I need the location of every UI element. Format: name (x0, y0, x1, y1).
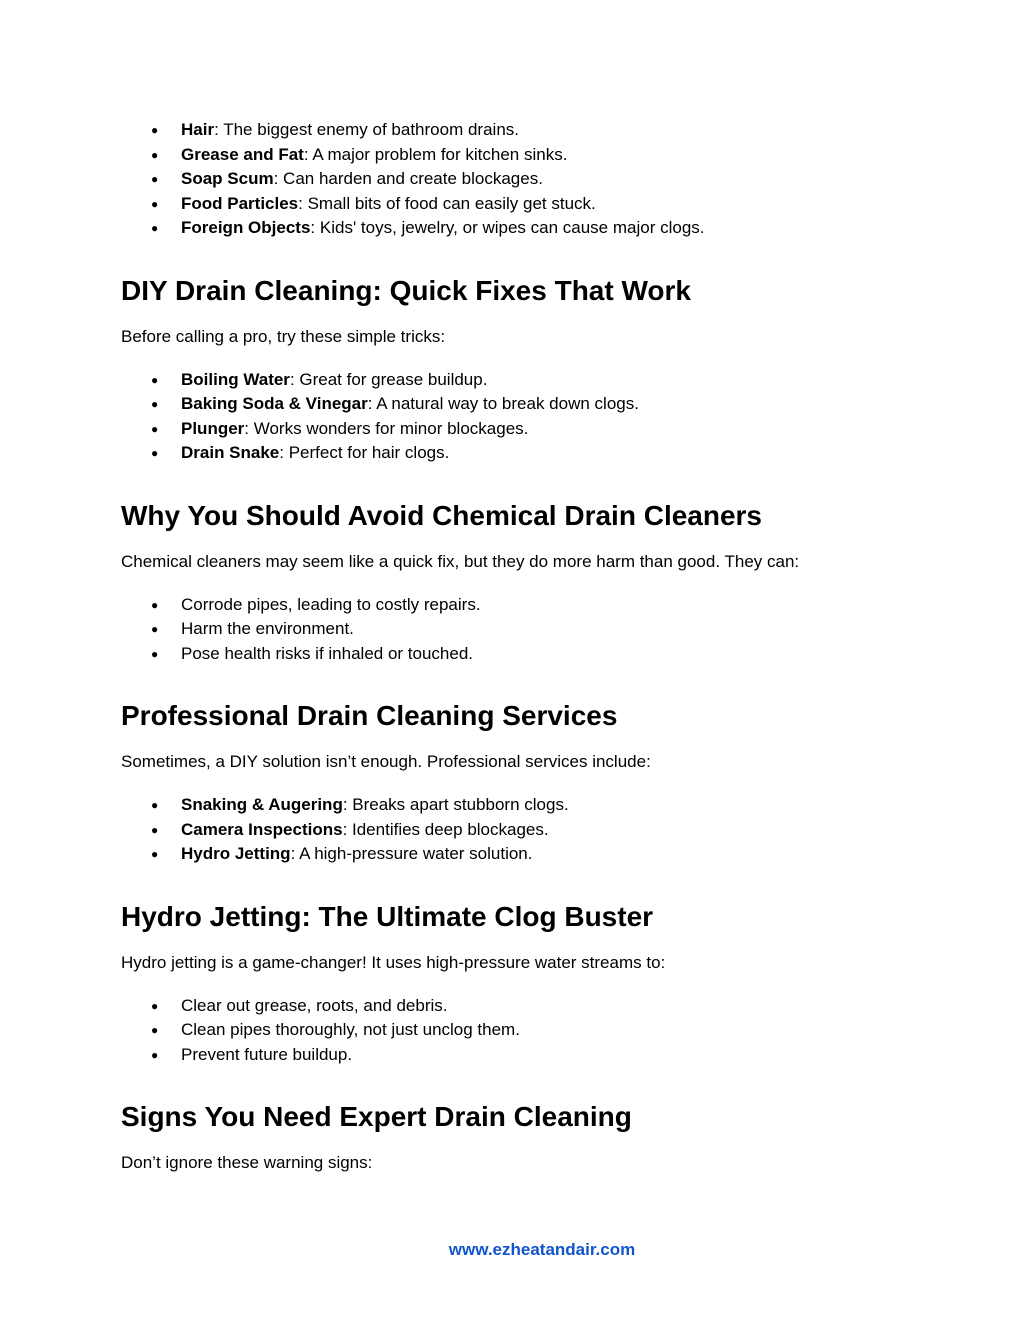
section-heading-chemical: Why You Should Avoid Chemical Drain Cleaners (121, 499, 763, 531)
item-desc: : Perfect for hair clogs. (279, 443, 450, 462)
item-desc: Harm the environment. (181, 619, 354, 638)
item-term: Camera Inspections (181, 819, 343, 839)
footer-website-link[interactable]: www.ezheatandair.com (448, 1240, 636, 1259)
bullet-icon: ● (151, 646, 159, 661)
list-item (121, 842, 921, 867)
list-item (121, 617, 921, 642)
item-term: Drain Snake (181, 443, 280, 462)
list-item (121, 392, 921, 417)
list-item (121, 368, 921, 393)
item-desc: Clean pipes thoroughly, not just unclog them. (181, 1020, 520, 1039)
item-term: Soap Scum (181, 169, 274, 188)
bullet-icon: ● (151, 622, 159, 636)
item-term: Hair (181, 120, 215, 139)
item-desc: : A natural way to break down clogs. (367, 394, 639, 413)
item-desc: : Kids' toys, jewelry, or wipes can cause major clogs. (310, 218, 705, 237)
list-item (121, 216, 921, 241)
list-item (121, 417, 921, 442)
item-term: Foreign Objects (181, 218, 311, 237)
list-item (121, 192, 921, 217)
document-content (121, 118, 921, 1175)
item-term: Baking Soda & Vinegar (181, 394, 368, 413)
item-desc: : Great for grease buildup. (289, 369, 488, 389)
list-item (121, 1018, 921, 1043)
section-intro-professional: Sometimes, a DIY solution isn’t enough. Professional services include: (121, 752, 651, 771)
bullet-icon: ● (151, 822, 159, 837)
causes-list (121, 118, 921, 241)
item-desc: : Can harden and create blockages. (273, 169, 543, 188)
list-item (121, 593, 921, 618)
section-intro-signs: Don’t ignore these warning signs: (121, 1153, 373, 1172)
list-item (121, 818, 921, 843)
list-item (121, 1043, 921, 1068)
item-desc: : The biggest enemy of bathroom drains. (214, 120, 519, 139)
list-item (121, 994, 921, 1019)
diy-list (121, 368, 921, 466)
item-desc: : Small bits of food can easily get stuck. (298, 193, 596, 213)
bullet-icon: ● (151, 123, 159, 137)
section-heading-hydro-jetting: Hydro Jetting: The Ultimate Clog Buster (121, 900, 654, 932)
section-heading-signs: Signs You Need Expert Drain Cleaning (121, 1101, 632, 1132)
list-item (121, 642, 921, 667)
bullet-icon: ● (151, 421, 159, 436)
item-desc: : Identifies deep blockages. (342, 819, 549, 839)
bullet-icon: ● (151, 172, 159, 186)
item-desc: : A high-pressure water solution. (290, 844, 533, 863)
list-item (121, 167, 921, 192)
bullet-icon: ● (151, 372, 159, 387)
item-term: Hydro Jetting (181, 844, 291, 863)
bullet-icon: ● (151, 1047, 159, 1062)
bullet-icon: ● (151, 597, 159, 612)
bullet-icon: ● (151, 196, 159, 211)
section-intro-chemical: Chemical cleaners may seem like a quick fix, but they do more harm than good. They can: (121, 551, 800, 571)
item-desc: Clear out grease, roots, and debris. (181, 995, 448, 1015)
bullet-icon: ● (151, 221, 159, 235)
item-desc: Prevent future buildup. (181, 1044, 353, 1064)
bullet-icon: ● (151, 1023, 159, 1037)
item-term: Plunger (181, 418, 245, 438)
list-item (121, 118, 921, 143)
item-term: Grease and Fat (181, 144, 304, 164)
professional-list (121, 793, 921, 867)
list-item (121, 793, 921, 818)
item-desc: Pose health risks if inhaled or touched. (181, 643, 474, 663)
hydro-jetting-list (121, 994, 921, 1068)
section-heading-professional: Professional Drain Cleaning Services (121, 700, 618, 731)
bullet-icon: ● (151, 397, 159, 411)
chemical-list (121, 593, 921, 667)
item-desc: : Works wonders for minor blockages. (244, 418, 529, 438)
item-desc: Corrode pipes, leading to costly repairs. (181, 594, 481, 614)
bullet-icon: ● (151, 798, 159, 812)
section-heading-diy: DIY Drain Cleaning: Quick Fixes That Work (121, 274, 691, 306)
item-desc: : A major problem for kitchen sinks. (303, 144, 568, 164)
bullet-icon: ● (151, 847, 159, 861)
item-desc: : Breaks apart stubborn clogs. (342, 795, 569, 814)
item-term: Boiling Water (181, 369, 290, 389)
bullet-icon: ● (151, 446, 159, 460)
item-term: Food Particles (181, 193, 299, 213)
section-intro-diy: Before calling a pro, try these simple tricks: (121, 326, 446, 346)
section-intro-hydro-jetting: Hydro jetting is a game-changer! It uses high-pressure water streams to: (121, 952, 666, 972)
bullet-icon: ● (151, 998, 159, 1013)
bullet-icon: ● (151, 147, 159, 162)
item-term: Snaking & Augering (181, 795, 343, 814)
list-item (121, 441, 921, 466)
list-item (121, 143, 921, 168)
